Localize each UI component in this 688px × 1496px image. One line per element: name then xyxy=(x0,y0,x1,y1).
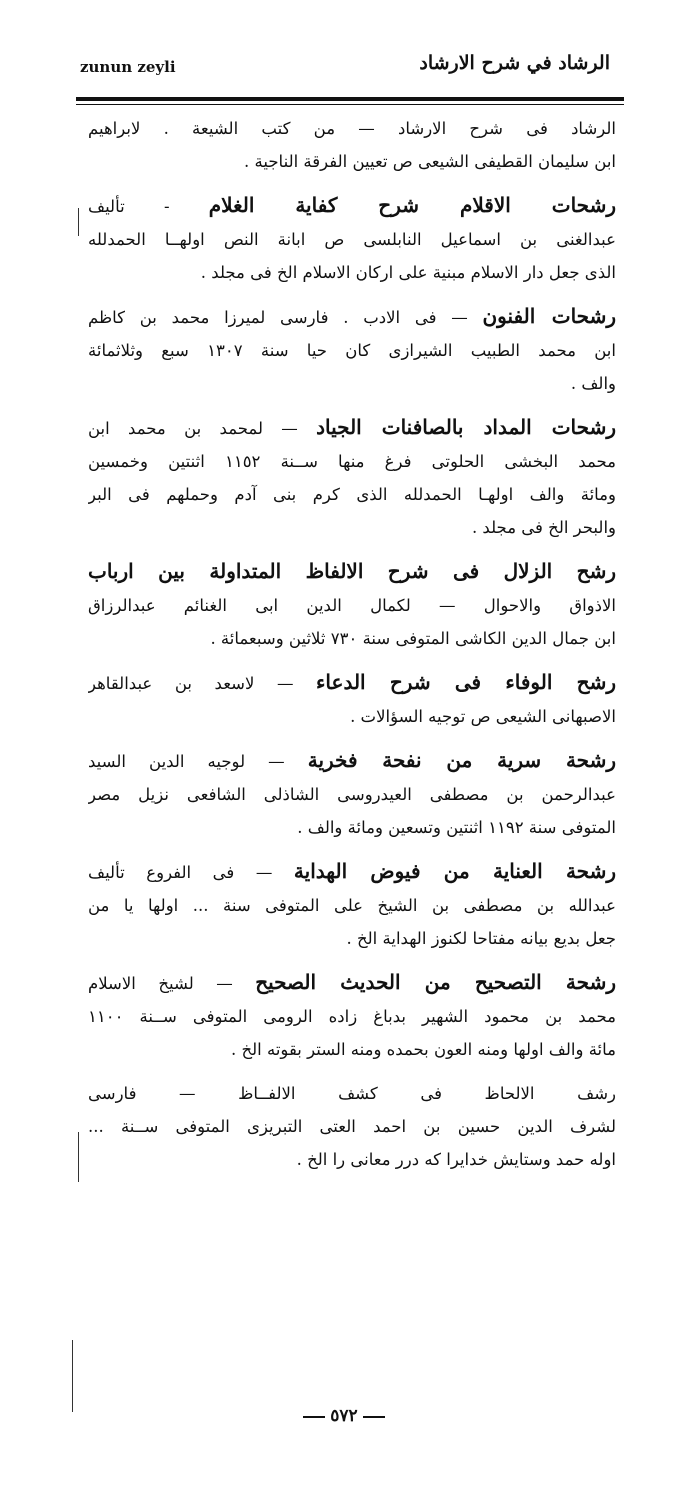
entry-first-line-rest: — لوجيه الدين السيد xyxy=(88,752,308,771)
running-header-right: الرشاد في شرح الارشاد xyxy=(419,52,610,74)
entry-line: محمد بن محمود الشهير بدباغ زاده الرومى المتوفى ســنة ١١٠٠ xyxy=(88,1007,616,1026)
bibliography-entry xyxy=(88,855,616,955)
entry-first-line xyxy=(88,666,616,700)
entry-first-line xyxy=(88,744,616,778)
page-number-dash xyxy=(303,1416,325,1418)
margin-mark xyxy=(78,1132,79,1182)
entry-first-line-rest: - تأليف xyxy=(88,197,209,216)
entry-first-line-rest: — فى الادب . فارسى لميرزا محمد بن كاظم xyxy=(88,308,483,327)
entry-line: مائة والف اولها ومنه العون بحمده ومنه الستر بقوته الخ . xyxy=(230,1040,616,1059)
running-header-left: zunun zeyli xyxy=(80,58,176,76)
entry-line: المتوفى سنة ١١٩٢ اثنتين وتسعين ومائة والف . xyxy=(297,818,616,837)
entry-title: رشحات الفنون xyxy=(482,304,616,328)
entry-line: محمد البخشى الحلوتى فرغ منها ســنة ١١٥٢ اثنتين وخمسين xyxy=(88,452,616,471)
header-rule-thick xyxy=(76,97,624,101)
page-number-text: ٥٧٢ xyxy=(330,1406,358,1426)
entry-line: والبحر الخ فى مجلد . xyxy=(471,518,616,537)
header-rule-thin xyxy=(76,104,624,105)
bibliography-entry xyxy=(88,1077,616,1176)
entry-first-line xyxy=(88,966,616,1000)
entry-title: رشح الوفاء فى شرح الدعاء xyxy=(316,670,616,694)
entry-title: رشحات الاقلام شرح كفاية الغلام xyxy=(208,193,616,217)
entry-first-line xyxy=(88,300,616,334)
entry-line: ابن جمال الدين الكاشى المتوفى سنة ٧٣٠ ثلاثين وسبعمائة . xyxy=(210,629,616,648)
entry-line: الاصبهانى الشيعى ص توجيه السؤالات . xyxy=(350,707,616,726)
page-number-dash xyxy=(363,1416,385,1418)
entry-first-line xyxy=(88,189,616,223)
entry-title: رشحة التصحيح من الحديث الصحيح xyxy=(255,970,616,994)
entry-first-line-rest: — لشيخ الاسلام xyxy=(88,974,256,993)
margin-mark xyxy=(78,208,79,236)
bibliography-entry xyxy=(88,966,616,1066)
entry-line: ابن سليمان القطيفى الشيعى ص تعيين الفرقة الناجية . xyxy=(244,152,616,171)
entry-line: جعل بديع بيانه مفتاحا لكنوز الهداية الخ . xyxy=(346,929,616,948)
entry-line: عبدالرحمن بن مصطفى العيدروسى الشاذلى الشافعى نزيل مصر xyxy=(88,785,616,804)
bibliography-entry xyxy=(88,666,616,733)
entry-line: ابن محمد الطبيب الشيرازى كان حيا سنة ١٣٠٧ سبع وثلاثمائة xyxy=(88,341,616,360)
margin-mark xyxy=(72,1340,73,1412)
entry-first-line xyxy=(88,411,616,445)
entry-first-line: رشف الالحاظ فى كشف الالفــاظ — فارسى xyxy=(88,1084,616,1103)
entry-title: رشحة سرية من نفحة فخرية xyxy=(307,748,616,772)
entry-list xyxy=(88,112,616,1187)
entry-line: والف . xyxy=(570,374,616,393)
entry-title: رشح الزلال فى شرح الالفاظ المتداولة بين ارباب xyxy=(88,559,616,583)
bibliography-entry xyxy=(88,411,616,544)
entry-first-line: الرشاد فى شرح الارشاد — من كتب الشيعة . لابراهيم xyxy=(88,119,616,138)
entry-line: عبدالله بن مصطفى بن الشيخ على المتوفى سنة ... اولها يا من xyxy=(88,896,616,915)
page-number xyxy=(0,1406,688,1426)
entry-line: اوله حمد وستايش خدايرا كه درر معانى را الخ . xyxy=(296,1150,616,1169)
entry-first-line-rest: — فى الفروع تأليف xyxy=(88,863,294,882)
entry-line: ومائة والف اولهـا الحمدلله الذى كرم بنى آدم وحملهم فى البر xyxy=(88,485,616,504)
entry-first-line xyxy=(88,555,616,589)
bibliography-entry xyxy=(88,555,616,655)
bibliography-entry xyxy=(88,189,616,289)
entry-line: الذى جعل دار الاسلام مبنية على اركان الاسلام الخ فى مجلد . xyxy=(200,263,616,282)
bibliography-entry xyxy=(88,300,616,400)
bibliography-entry xyxy=(88,112,616,178)
entry-title: رشحة العناية من فيوض الهداية xyxy=(293,859,616,883)
bibliography-entry xyxy=(88,744,616,844)
entry-first-line xyxy=(88,855,616,889)
entry-line: عبدالغنى بن اسماعيل النابلسى ص ابانة النص اولهــا الحمدلله xyxy=(88,230,616,249)
entry-line: الاذواق والاحوال — لكمال الدين ابى الغنائم عبدالرزاق xyxy=(88,596,616,615)
entry-first-line-rest: — لاسعد بن عبدالقاهر xyxy=(88,674,317,693)
entry-title: رشحات المداد بالصافنات الجياد xyxy=(316,415,616,439)
entry-line: لشرف الدين حسين بن احمد العتى التبريزى المتوفى ســنة ... xyxy=(88,1117,616,1136)
entry-first-line-rest: — لمحمد بن محمد ابن xyxy=(88,419,317,438)
